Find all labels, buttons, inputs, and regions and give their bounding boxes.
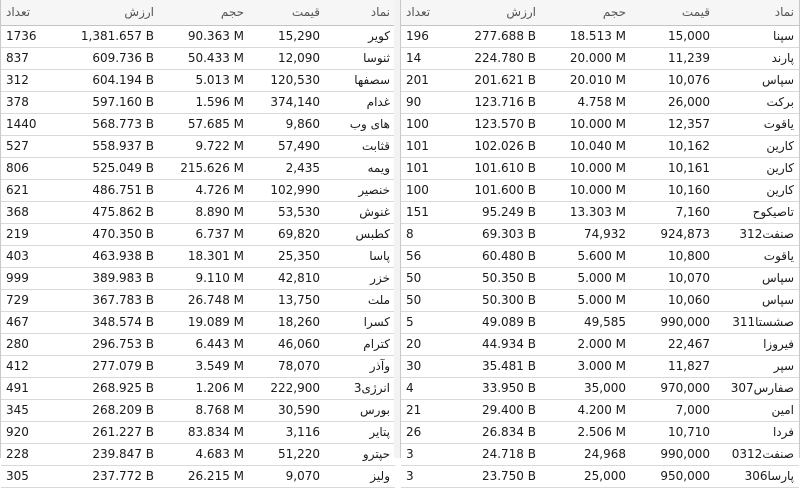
cell-volume: 1.206 M xyxy=(159,378,249,400)
cell-price: 15,000 xyxy=(631,26,715,48)
table-row[interactable] xyxy=(401,136,799,158)
cell-symbol: سپاس xyxy=(715,268,799,290)
cell-value: 102.026 B xyxy=(449,136,541,158)
cell-symbol: بورس xyxy=(325,400,395,422)
cell-volume: 57.685 M xyxy=(159,114,249,136)
table-row[interactable] xyxy=(1,158,395,180)
cell-count: 4 xyxy=(401,378,449,400)
cell-volume: 10.000 M xyxy=(541,180,631,202)
header-count[interactable]: تعداد xyxy=(401,0,449,26)
cell-symbol: وآذر xyxy=(325,356,395,378)
table-row[interactable] xyxy=(401,158,799,180)
cell-volume: 6.443 M xyxy=(159,334,249,356)
cell-value: 296.753 B xyxy=(51,334,159,356)
cell-price: 51,220 xyxy=(249,444,325,466)
cell-value: 604.194 B xyxy=(51,70,159,92)
cell-symbol: صشستا311 xyxy=(715,312,799,334)
cell-count: 90 xyxy=(401,92,449,114)
cell-value: 558.937 B xyxy=(51,136,159,158)
cell-volume: 5.000 M xyxy=(541,290,631,312)
cell-volume: 9.110 M xyxy=(159,268,249,290)
left-trades-table xyxy=(1,0,395,488)
table-row[interactable] xyxy=(401,268,799,290)
cell-price: 10,710 xyxy=(631,422,715,444)
cell-volume: 90.363 M xyxy=(159,26,249,48)
cell-value: 261.227 B xyxy=(51,422,159,444)
cell-volume: 19.089 M xyxy=(159,312,249,334)
left-header-row xyxy=(1,0,395,26)
cell-value: 44.934 B xyxy=(449,334,541,356)
cell-price: 42,810 xyxy=(249,268,325,290)
cell-count: 920 xyxy=(1,422,51,444)
table-row[interactable] xyxy=(1,466,395,488)
cell-symbol: سصفها xyxy=(325,70,395,92)
cell-price: 10,161 xyxy=(631,158,715,180)
cell-symbol: کسرا xyxy=(325,312,395,334)
cell-value: 101.600 B xyxy=(449,180,541,202)
cell-volume: 26.215 M xyxy=(159,466,249,488)
cell-symbol: یاقوت xyxy=(715,114,799,136)
cell-price: 10,060 xyxy=(631,290,715,312)
cell-volume: 5.000 M xyxy=(541,268,631,290)
cell-count: 196 xyxy=(401,26,449,48)
cell-volume: 25,000 xyxy=(541,466,631,488)
cell-symbol: ویمه xyxy=(325,158,395,180)
cell-price: 3,116 xyxy=(249,422,325,444)
cell-symbol: غنوش xyxy=(325,202,395,224)
cell-value: 50.300 B xyxy=(449,290,541,312)
cell-count: 345 xyxy=(1,400,51,422)
cell-symbol: کارین xyxy=(715,180,799,202)
cell-value: 123.716 B xyxy=(449,92,541,114)
cell-price: 22,467 xyxy=(631,334,715,356)
cell-count: 56 xyxy=(401,246,449,268)
table-row[interactable] xyxy=(1,48,395,70)
cell-count: 151 xyxy=(401,202,449,224)
cell-count: 729 xyxy=(1,290,51,312)
cell-count: 30 xyxy=(401,356,449,378)
cell-volume: 3.549 M xyxy=(159,356,249,378)
cell-count: 21 xyxy=(401,400,449,422)
cell-value: 525.049 B xyxy=(51,158,159,180)
cell-price: 970,000 xyxy=(631,378,715,400)
cell-count: 14 xyxy=(401,48,449,70)
cell-count: 3 xyxy=(401,444,449,466)
cell-symbol: کارین xyxy=(715,136,799,158)
cell-volume: 26.748 M xyxy=(159,290,249,312)
cell-volume: 18.513 M xyxy=(541,26,631,48)
cell-volume: 2.506 M xyxy=(541,422,631,444)
table-row[interactable] xyxy=(1,444,395,466)
cell-value: 475.862 B xyxy=(51,202,159,224)
cell-value: 486.751 B xyxy=(51,180,159,202)
right-trades-panel xyxy=(400,0,800,483)
cell-price: 30,590 xyxy=(249,400,325,422)
cell-symbol: صفارس307 xyxy=(715,378,799,400)
cell-symbol: یاقوت xyxy=(715,246,799,268)
table-row[interactable] xyxy=(1,70,395,92)
table-row[interactable] xyxy=(1,268,395,290)
cell-value: 224.780 B xyxy=(449,48,541,70)
cell-count: 368 xyxy=(1,202,51,224)
cell-count: 26 xyxy=(401,422,449,444)
cell-price: 57,490 xyxy=(249,136,325,158)
cell-count: 101 xyxy=(401,158,449,180)
cell-symbol: های وب xyxy=(325,114,395,136)
cell-count: 806 xyxy=(1,158,51,180)
cell-count: 621 xyxy=(1,180,51,202)
cell-volume: 1.596 M xyxy=(159,92,249,114)
table-row[interactable] xyxy=(401,312,799,334)
table-row[interactable] xyxy=(401,70,799,92)
cell-volume: 10.040 M xyxy=(541,136,631,158)
header-price[interactable]: قیمت xyxy=(249,0,325,26)
cell-count: 20 xyxy=(401,334,449,356)
cell-volume: 5.013 M xyxy=(159,70,249,92)
cell-volume: 20.000 M xyxy=(541,48,631,70)
table-row[interactable] xyxy=(1,92,395,114)
header-volume[interactable]: حجم xyxy=(159,0,249,26)
cell-volume: 3.000 M xyxy=(541,356,631,378)
table-row[interactable] xyxy=(401,422,799,444)
cell-volume: 20.010 M xyxy=(541,70,631,92)
cell-symbol: برکت xyxy=(715,92,799,114)
table-row[interactable] xyxy=(401,444,799,466)
table-row[interactable] xyxy=(401,92,799,114)
cell-value: 268.209 B xyxy=(51,400,159,422)
cell-price: 222,900 xyxy=(249,378,325,400)
table-row[interactable] xyxy=(401,246,799,268)
cell-value: 26.834 B xyxy=(449,422,541,444)
cell-price: 26,000 xyxy=(631,92,715,114)
cell-price: 15,290 xyxy=(249,26,325,48)
cell-symbol: سپاس xyxy=(715,290,799,312)
header-symbol[interactable]: نماد xyxy=(715,0,799,26)
cell-volume: 8.768 M xyxy=(159,400,249,422)
cell-symbol: صنفت0312 xyxy=(715,444,799,466)
cell-count: 8 xyxy=(401,224,449,246)
cell-price: 12,090 xyxy=(249,48,325,70)
table-row[interactable] xyxy=(1,26,395,48)
table-row[interactable] xyxy=(401,202,799,224)
cell-price: 374,140 xyxy=(249,92,325,114)
cell-symbol: حپترو xyxy=(325,444,395,466)
cell-volume: 4.726 M xyxy=(159,180,249,202)
table-row[interactable] xyxy=(1,180,395,202)
right-trades-table xyxy=(401,0,799,488)
cell-symbol: امین xyxy=(715,400,799,422)
table-row[interactable] xyxy=(1,114,395,136)
cell-value: 1,381.657 B xyxy=(51,26,159,48)
cell-value: 367.783 B xyxy=(51,290,159,312)
cell-symbol: کویر xyxy=(325,26,395,48)
cell-price: 12,357 xyxy=(631,114,715,136)
cell-price: 7,000 xyxy=(631,400,715,422)
cell-count: 219 xyxy=(1,224,51,246)
cell-value: 568.773 B xyxy=(51,114,159,136)
left-table-body xyxy=(1,26,395,488)
cell-count: 100 xyxy=(401,114,449,136)
cell-count: 101 xyxy=(401,136,449,158)
cell-price: 10,160 xyxy=(631,180,715,202)
cell-price: 78,070 xyxy=(249,356,325,378)
table-row[interactable] xyxy=(1,246,395,268)
cell-symbol: کارین xyxy=(715,158,799,180)
cell-price: 46,060 xyxy=(249,334,325,356)
cell-volume: 13.303 M xyxy=(541,202,631,224)
cell-count: 527 xyxy=(1,136,51,158)
cell-value: 597.160 B xyxy=(51,92,159,114)
cell-count: 837 xyxy=(1,48,51,70)
cell-value: 470.350 B xyxy=(51,224,159,246)
cell-volume: 2.000 M xyxy=(541,334,631,356)
cell-volume: 50.433 M xyxy=(159,48,249,70)
cell-symbol: خنصیر xyxy=(325,180,395,202)
cell-value: 50.350 B xyxy=(449,268,541,290)
table-row[interactable] xyxy=(401,114,799,136)
table-row[interactable] xyxy=(401,26,799,48)
cell-value: 33.950 B xyxy=(449,378,541,400)
cell-value: 348.574 B xyxy=(51,312,159,334)
cell-count: 1440 xyxy=(1,114,51,136)
table-row[interactable] xyxy=(401,466,799,488)
cell-value: 237.772 B xyxy=(51,466,159,488)
cell-price: 950,000 xyxy=(631,466,715,488)
cell-volume: 4.683 M xyxy=(159,444,249,466)
cell-value: 69.303 B xyxy=(449,224,541,246)
cell-symbol: سپنا xyxy=(715,26,799,48)
table-row[interactable] xyxy=(1,356,395,378)
table-row[interactable] xyxy=(401,48,799,70)
cell-count: 467 xyxy=(1,312,51,334)
cell-symbol: فیروزا xyxy=(715,334,799,356)
header-volume[interactable]: حجم xyxy=(541,0,631,26)
cell-volume: 18.301 M xyxy=(159,246,249,268)
cell-count: 5 xyxy=(401,312,449,334)
cell-volume: 6.737 M xyxy=(159,224,249,246)
table-row[interactable] xyxy=(1,400,395,422)
cell-price: 10,162 xyxy=(631,136,715,158)
cell-symbol: قثابت xyxy=(325,136,395,158)
cell-price: 10,070 xyxy=(631,268,715,290)
table-row[interactable] xyxy=(1,224,395,246)
table-row[interactable] xyxy=(401,180,799,202)
cell-value: 277.079 B xyxy=(51,356,159,378)
cell-price: 10,076 xyxy=(631,70,715,92)
cell-count: 100 xyxy=(401,180,449,202)
cell-price: 102,990 xyxy=(249,180,325,202)
cell-volume: 10.000 M xyxy=(541,158,631,180)
header-value[interactable]: ارزش xyxy=(449,0,541,26)
cell-volume: 24,968 xyxy=(541,444,631,466)
table-row[interactable] xyxy=(401,224,799,246)
cell-symbol: پاسا xyxy=(325,246,395,268)
cell-symbol: سپر xyxy=(715,356,799,378)
table-row[interactable] xyxy=(1,312,395,334)
cell-price: 9,070 xyxy=(249,466,325,488)
cell-count: 3 xyxy=(401,466,449,488)
cell-value: 268.925 B xyxy=(51,378,159,400)
cell-volume: 4.758 M xyxy=(541,92,631,114)
cell-symbol: ولیز xyxy=(325,466,395,488)
cell-symbol: پتایر xyxy=(325,422,395,444)
cell-volume: 49,585 xyxy=(541,312,631,334)
cell-price: 11,239 xyxy=(631,48,715,70)
cell-price: 69,820 xyxy=(249,224,325,246)
right-table-body xyxy=(401,26,799,488)
header-value[interactable]: ارزش xyxy=(51,0,159,26)
cell-symbol: ثنوسا xyxy=(325,48,395,70)
cell-price: 10,800 xyxy=(631,246,715,268)
cell-symbol: فردا xyxy=(715,422,799,444)
cell-symbol: خزر xyxy=(325,268,395,290)
cell-count: 50 xyxy=(401,290,449,312)
cell-value: 23.750 B xyxy=(449,466,541,488)
cell-count: 491 xyxy=(1,378,51,400)
table-row[interactable] xyxy=(401,378,799,400)
cell-price: 9,860 xyxy=(249,114,325,136)
header-symbol[interactable]: نماد xyxy=(325,0,395,26)
table-row[interactable] xyxy=(1,290,395,312)
cell-volume: 83.834 M xyxy=(159,422,249,444)
cell-count: 403 xyxy=(1,246,51,268)
header-price[interactable]: قیمت xyxy=(631,0,715,26)
table-row[interactable] xyxy=(1,202,395,224)
right-header-row xyxy=(401,0,799,26)
table-row[interactable] xyxy=(401,356,799,378)
cell-value: 277.688 B xyxy=(449,26,541,48)
left-trades-panel xyxy=(0,0,396,483)
cell-volume: 215.626 M xyxy=(159,158,249,180)
cell-price: 7,160 xyxy=(631,202,715,224)
cell-symbol: غدام xyxy=(325,92,395,114)
cell-volume: 10.000 M xyxy=(541,114,631,136)
cell-value: 201.621 B xyxy=(449,70,541,92)
cell-value: 95.249 B xyxy=(449,202,541,224)
table-row[interactable] xyxy=(1,136,395,158)
cell-value: 389.983 B xyxy=(51,268,159,290)
table-row[interactable] xyxy=(1,334,395,356)
cell-count: 305 xyxy=(1,466,51,488)
cell-symbol: تاصیکوح xyxy=(715,202,799,224)
cell-volume: 9.722 M xyxy=(159,136,249,158)
cell-count: 201 xyxy=(401,70,449,92)
cell-price: 11,827 xyxy=(631,356,715,378)
cell-symbol: سپاس xyxy=(715,70,799,92)
cell-symbol: کطبس xyxy=(325,224,395,246)
cell-price: 2,435 xyxy=(249,158,325,180)
cell-price: 53,530 xyxy=(249,202,325,224)
cell-value: 35.481 B xyxy=(449,356,541,378)
cell-count: 312 xyxy=(1,70,51,92)
cell-count: 50 xyxy=(401,268,449,290)
cell-volume: 4.200 M xyxy=(541,400,631,422)
cell-symbol: پارسا306 xyxy=(715,466,799,488)
cell-count: 378 xyxy=(1,92,51,114)
cell-symbol: کترام xyxy=(325,334,395,356)
cell-value: 123.570 B xyxy=(449,114,541,136)
cell-value: 60.480 B xyxy=(449,246,541,268)
cell-price: 924,873 xyxy=(631,224,715,246)
cell-count: 1736 xyxy=(1,26,51,48)
cell-price: 990,000 xyxy=(631,444,715,466)
cell-volume: 5.600 M xyxy=(541,246,631,268)
cell-price: 13,750 xyxy=(249,290,325,312)
cell-count: 999 xyxy=(1,268,51,290)
cell-symbol: پارند xyxy=(715,48,799,70)
cell-symbol: انرژی3 xyxy=(325,378,395,400)
cell-value: 24.718 B xyxy=(449,444,541,466)
cell-price: 120,530 xyxy=(249,70,325,92)
table-row[interactable] xyxy=(401,334,799,356)
cell-value: 609.736 B xyxy=(51,48,159,70)
cell-symbol: صنفت312 xyxy=(715,224,799,246)
cell-symbol: ملت xyxy=(325,290,395,312)
table-row[interactable] xyxy=(1,378,395,400)
cell-price: 25,350 xyxy=(249,246,325,268)
table-row[interactable] xyxy=(401,290,799,312)
cell-value: 49.089 B xyxy=(449,312,541,334)
cell-volume: 74,932 xyxy=(541,224,631,246)
cell-price: 18,260 xyxy=(249,312,325,334)
cell-value: 463.938 B xyxy=(51,246,159,268)
cell-value: 239.847 B xyxy=(51,444,159,466)
cell-count: 280 xyxy=(1,334,51,356)
cell-volume: 35,000 xyxy=(541,378,631,400)
table-row[interactable] xyxy=(401,400,799,422)
cell-count: 412 xyxy=(1,356,51,378)
cell-value: 29.400 B xyxy=(449,400,541,422)
cell-count: 228 xyxy=(1,444,51,466)
cell-value: 101.610 B xyxy=(449,158,541,180)
header-count[interactable]: تعداد xyxy=(1,0,51,26)
cell-price: 990,000 xyxy=(631,312,715,334)
cell-volume: 8.890 M xyxy=(159,202,249,224)
table-row[interactable] xyxy=(1,422,395,444)
